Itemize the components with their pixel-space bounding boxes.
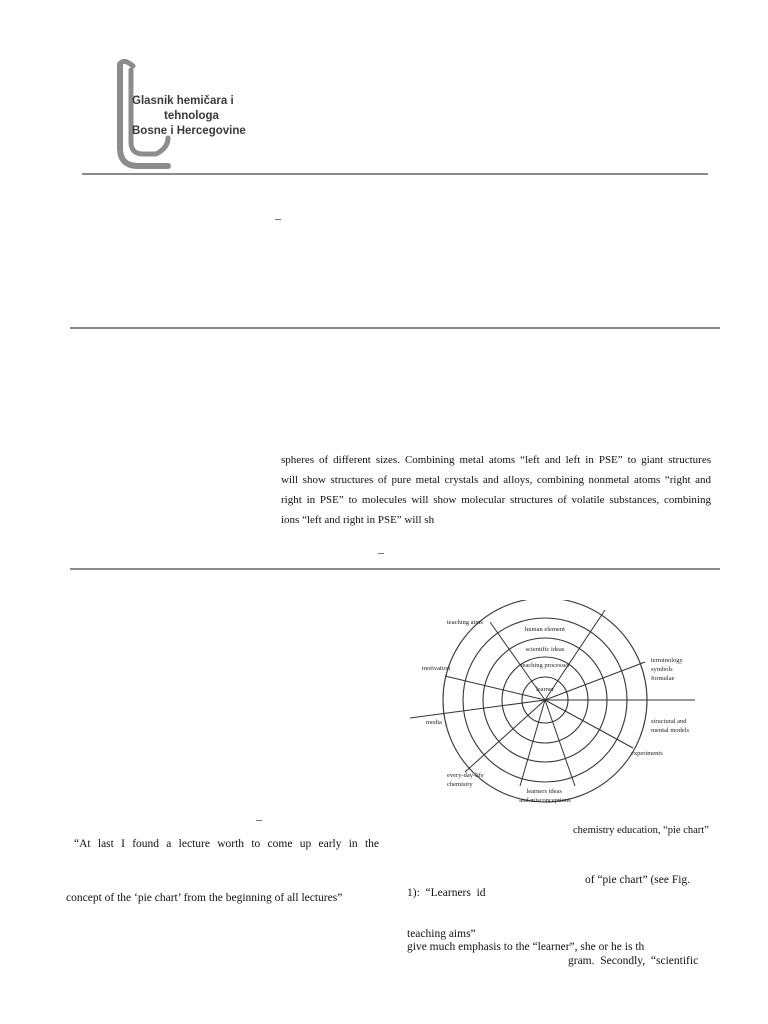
label-teaching-aims: teaching aims <box>447 619 483 626</box>
figure-caption: chemistry education, “pie chart” <box>573 825 709 836</box>
abstract-line: will show structures of pure metal crystals and alloys, combining nonmetal atoms “right and <box>281 474 711 486</box>
section-divider <box>70 327 720 329</box>
dash-mark: – <box>256 812 262 826</box>
quote-line: “At last I found a lecture worth to come up early in the <box>74 838 379 850</box>
label-human-element: human element <box>525 626 565 633</box>
abstract-line: right in PSE” to molecules will show molecular structures of volatile substances, combining <box>281 494 711 506</box>
section-divider <box>70 568 720 570</box>
journal-title-line: Bosne i Hercegovine <box>132 125 246 137</box>
journal-title-line: Glasnik hemičara i <box>132 95 234 107</box>
quote-line: concept of the ‘pie chart’ from the beginning of all lectures” <box>66 892 343 904</box>
label-every-day-life-chemistry: every-day-life chemistry <box>447 772 484 788</box>
body-fragment: gram. Secondly, “scientific <box>568 955 699 967</box>
body-fragment: give much emphasis to the “learner”, she or he is th <box>407 941 645 953</box>
label-terminology-symbols-formulae: terminology symbols formulae <box>651 657 683 682</box>
journal-title <box>132 94 252 139</box>
abstract-line: ions “left and right in PSE” will sh <box>281 514 435 526</box>
abstract-line: spheres of different sizes. Combining metal atoms “left and left in PSE” to giant structures <box>281 454 711 466</box>
body-fragment: 1): “Learners id <box>407 887 486 899</box>
journal-title-line: tehnologa <box>164 110 219 122</box>
label-learners-ideas: learners ideas and misconceptions <box>519 788 571 804</box>
label-experiments: experiments <box>631 750 663 757</box>
label-teaching-processes: teaching processes <box>520 662 570 669</box>
dash-mark: – <box>275 211 281 225</box>
label-scientific-ideas: scientific ideas <box>525 646 565 653</box>
body-fragment: of “pie chart” (see Fig. <box>585 874 691 886</box>
label-media: media <box>426 719 442 726</box>
label-motivation: motivation <box>422 665 451 672</box>
sector-line <box>410 700 545 718</box>
body-fragment: teaching aims” <box>407 928 476 940</box>
pie-chart-figure <box>405 600 705 815</box>
sector-line <box>445 676 545 700</box>
label-learner: learner <box>535 686 555 693</box>
dash-mark: – <box>378 545 384 559</box>
header-divider <box>82 173 708 175</box>
label-structural-and-mental-models: structural and mental models <box>651 718 690 734</box>
